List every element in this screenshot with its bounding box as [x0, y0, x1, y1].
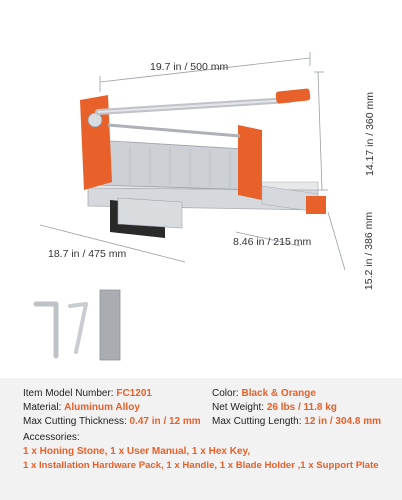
- spec-color: Color: Black & Orange: [212, 388, 316, 399]
- spec-model: Item Model Number: FC1201: [23, 388, 152, 399]
- dimension-depth-label: 8.46 in / 215 mm: [233, 236, 312, 248]
- spec-weight: Net Weight: 26 lbs / 11.8 kg: [212, 402, 337, 413]
- spec-panel: [0, 378, 402, 500]
- hex-key-icon: [36, 304, 56, 356]
- spec-cutting-length: Max Cutting Length: 12 in / 304.8 mm: [212, 416, 381, 427]
- honing-stone-icon: [100, 290, 120, 360]
- dimension-depth-total-label: 15.2 in / 386 mm: [363, 211, 376, 291]
- dimension-length-label: 18.7 in / 475 mm: [48, 248, 127, 260]
- hex-key-icon: [70, 304, 86, 352]
- dimension-height-label: 14.17 in / 360 mm: [364, 91, 377, 177]
- spec-accessories-label: Accessories:: [23, 432, 80, 443]
- spec-thickness: Max Cutting Thickness: 0.47 in / 12 mm: [23, 416, 201, 427]
- spec-accessories-line1: 1 x Honing Stone, 1 x User Manual, 1 x Hex Key,: [23, 446, 251, 457]
- spec-material: Material: Aluminum Alloy: [23, 402, 140, 413]
- dimension-width-label: 19.7 in / 500 mm: [150, 61, 229, 73]
- spec-accessories-line2: 1 x Installation Hardware Pack, 1 x Handle, 1 x Blade Holder ,1 x Support Plate: [23, 460, 379, 471]
